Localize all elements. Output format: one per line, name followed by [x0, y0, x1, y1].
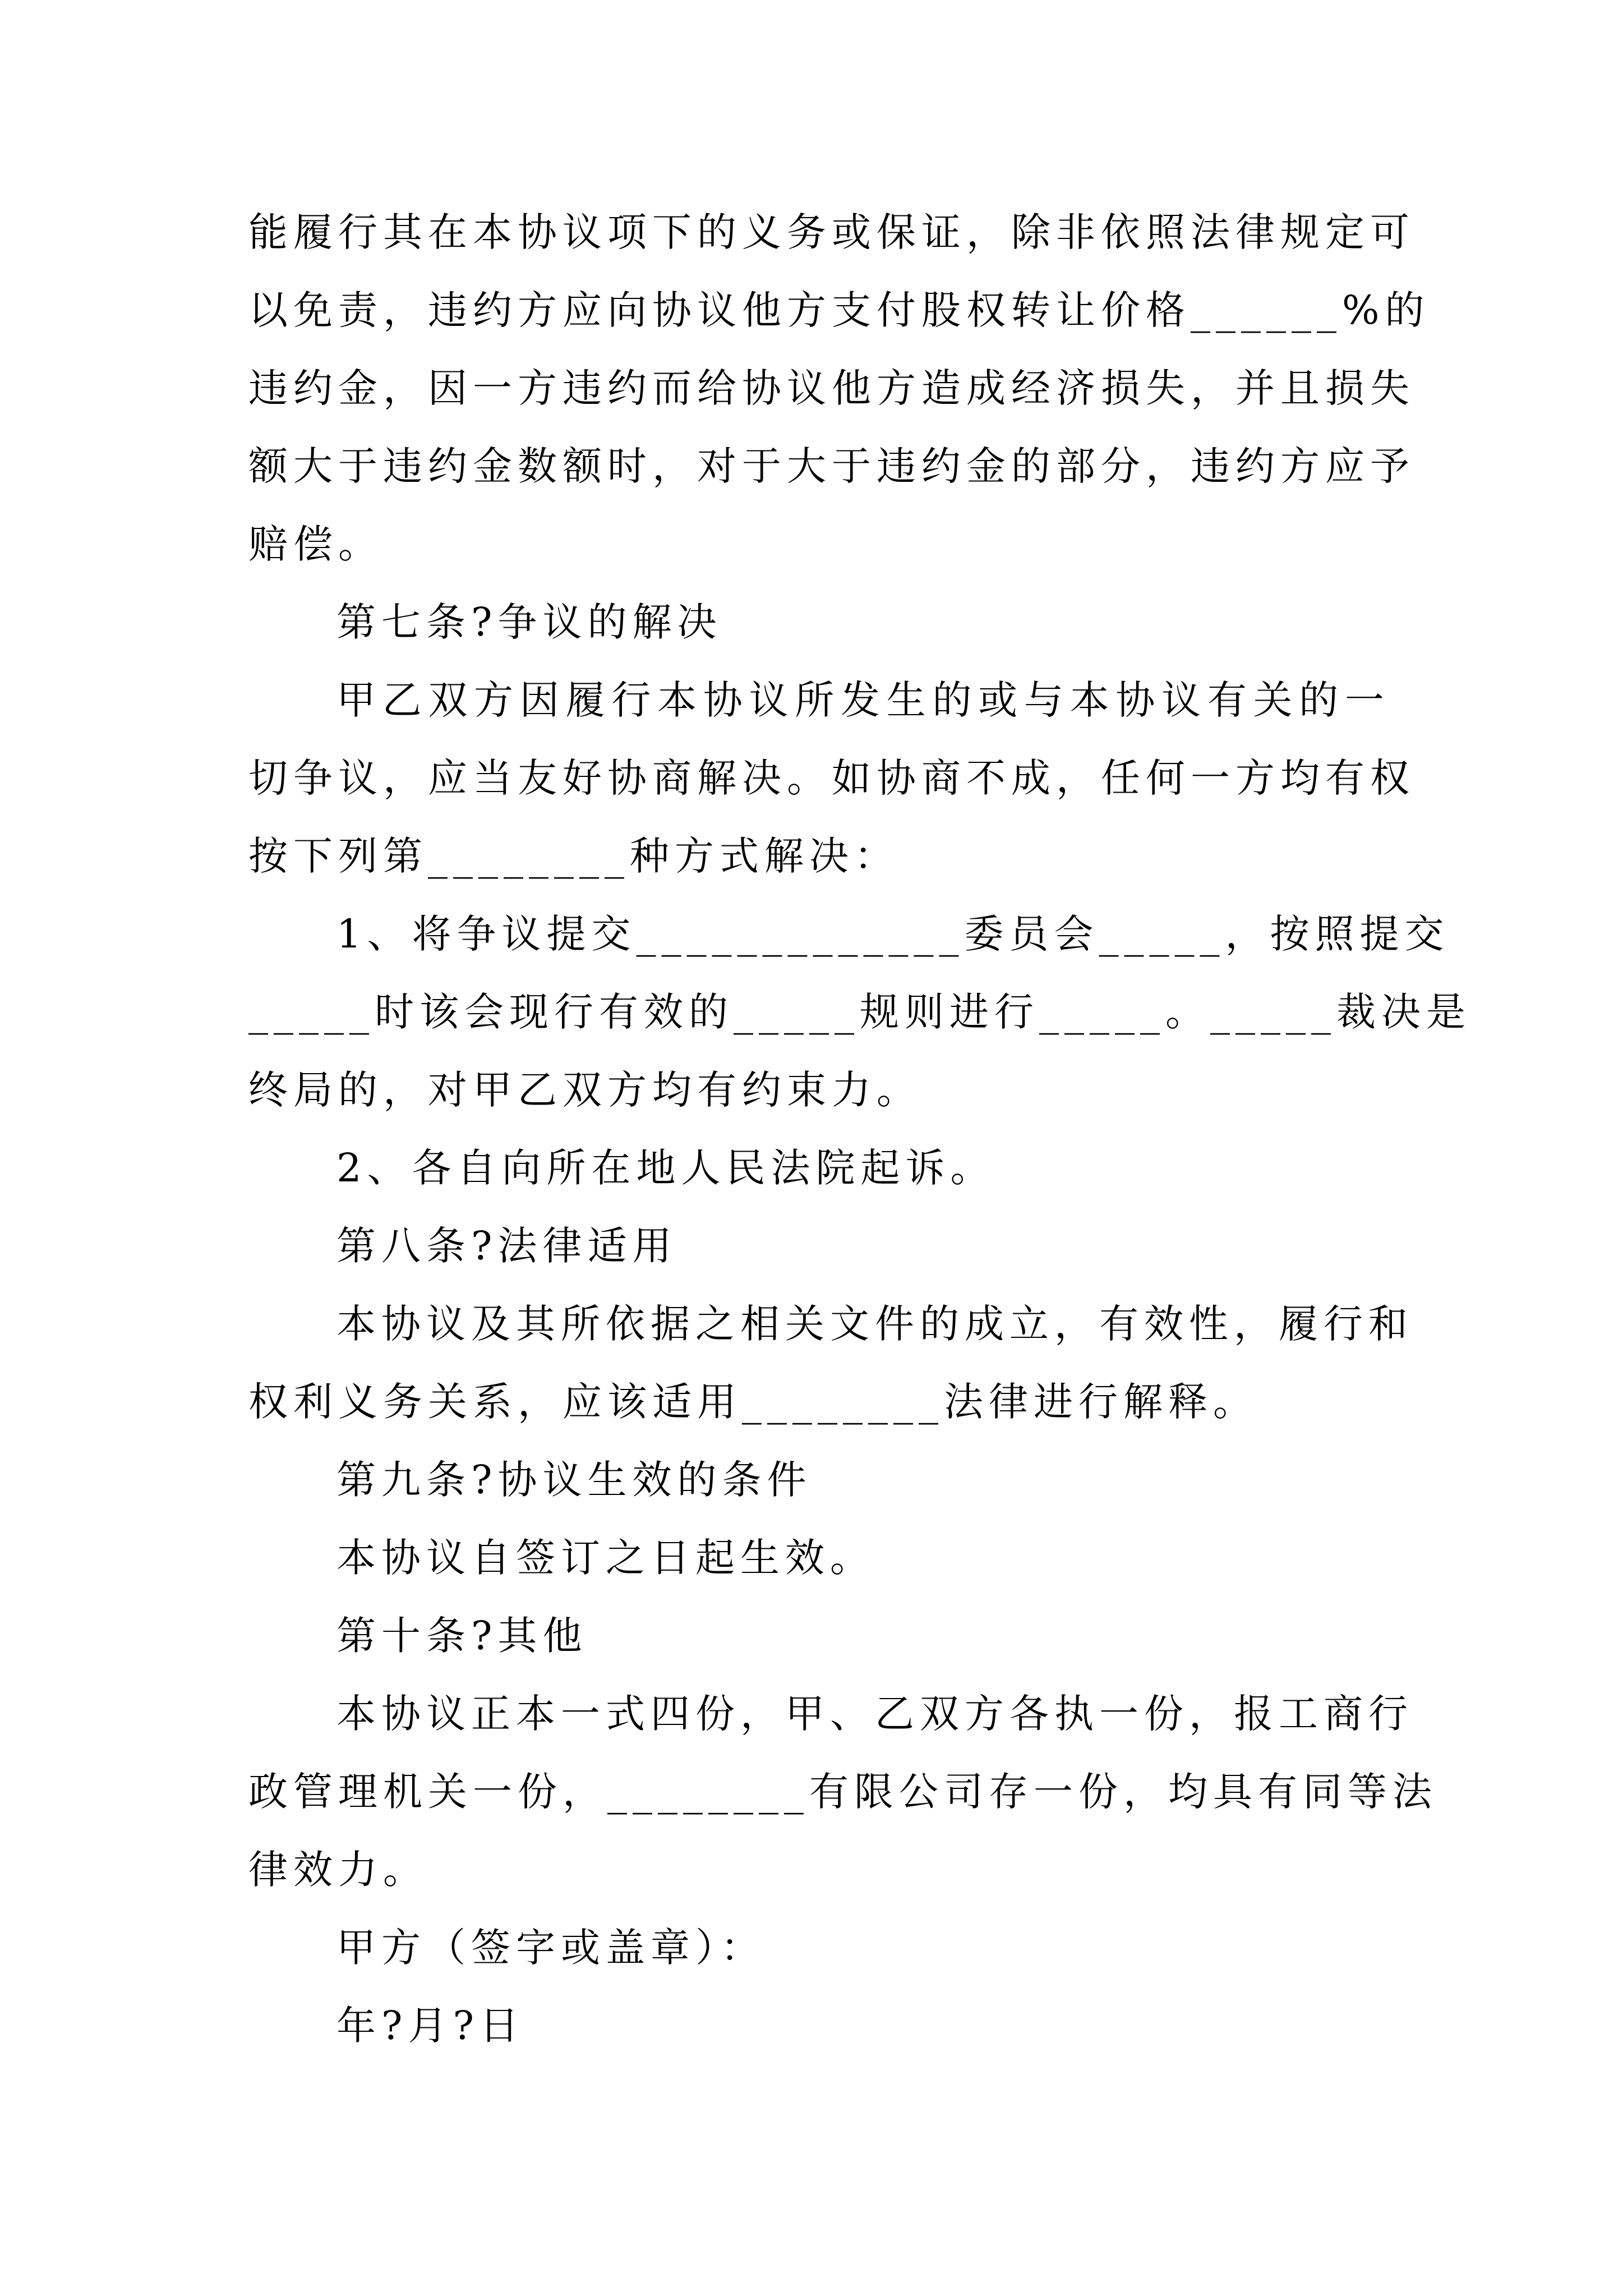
- section-heading-article-10: 第十条?其他: [336, 1613, 588, 1659]
- paragraph-line: 切争议，应当友好协商解决。如协商不成，任何一方均有权: [248, 755, 1415, 801]
- paragraph-line: 本协议及其所依据之相关文件的成立，有效性，履行和: [336, 1301, 1413, 1347]
- paragraph-line: 能履行其在本协议项下的义务或保证，除非依照法律规定可: [248, 209, 1415, 255]
- paragraph-line: 律效力。: [248, 1847, 428, 1893]
- section-heading-article-7: 第七条?争议的解决: [336, 599, 722, 645]
- list-item-line: _____时该会现行有效的_____规则进行_____。_____裁决是: [248, 989, 1471, 1035]
- paragraph-line: 本协议正本一式四份，甲、乙双方各执一份，报工商行: [336, 1691, 1413, 1737]
- party-a-signature-label: 甲方（签字或盖章）：: [336, 1925, 766, 1971]
- paragraph-line: 按下列第________种方式解决：: [248, 833, 899, 879]
- paragraph-line: 政管理机关一份，________有限公司存一份，均具有同等法: [248, 1769, 1437, 1815]
- list-item-line: 终局的，对甲乙双方均有约束力。: [248, 1067, 921, 1113]
- paragraph-line: 甲乙双方因履行本协议所发生的或与本协议有关的一: [336, 677, 1390, 723]
- section-heading-article-8: 第八条?法律适用: [336, 1223, 677, 1269]
- list-item-line: 2、各自向所在地人民法院起诉。: [336, 1145, 995, 1191]
- document-body: [248, 194, 1471, 2065]
- date-line: 年?月?日: [336, 2003, 525, 2049]
- paragraph-line: 以免责，违约方应向协议他方支付股权转让价格______%的: [248, 287, 1430, 333]
- paragraph-line: 赔偿。: [248, 521, 383, 567]
- section-heading-article-9: 第九条?协议生效的条件: [336, 1457, 812, 1503]
- paragraph-line: 本协议自签订之日起生效。: [336, 1535, 875, 1581]
- paragraph-line: 权利义务关系，应该适用________法律进行解释。: [248, 1379, 1258, 1425]
- paragraph-line: 额大于违约金数额时，对于大于违约金的部分，违约方应予: [248, 443, 1415, 489]
- paragraph-line: 违约金，因一方违约而给协议他方造成经济损失，并且损失: [248, 365, 1415, 411]
- list-item-line: 1、将争议提交_____________委员会_____，按照提交: [336, 911, 1450, 957]
